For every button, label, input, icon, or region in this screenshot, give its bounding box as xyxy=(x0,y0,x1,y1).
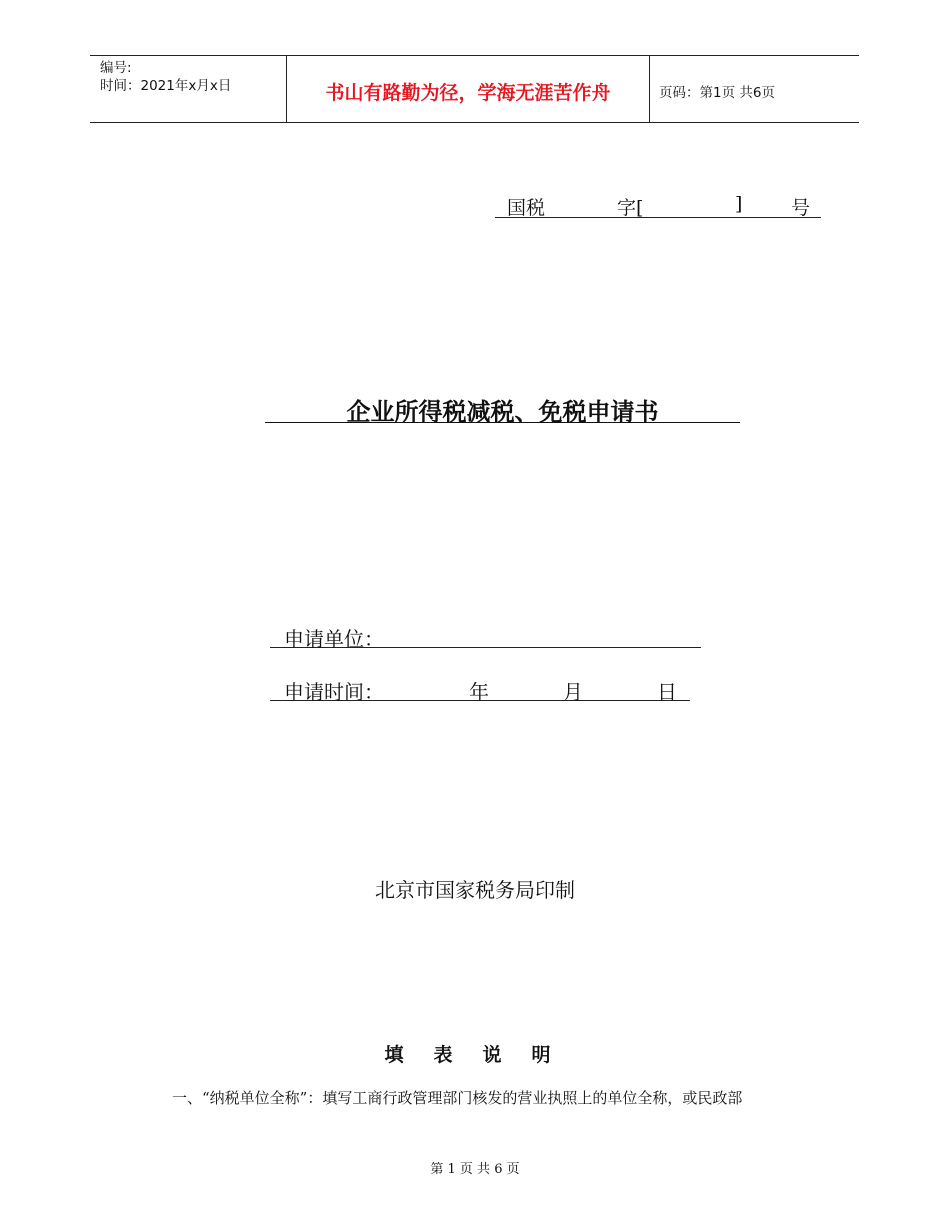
time-label: 时间：2021年x月x日 xyxy=(100,78,232,94)
date-year: 年 xyxy=(469,680,489,704)
title-underline xyxy=(265,392,740,426)
printer-credit: 北京市国家税务局印制 xyxy=(375,878,575,902)
instruction-item-1: 一、“纳税单位全称”：填写工商行政管理部门核发的营业执照上的单位全称，或民政部 xyxy=(172,1089,743,1107)
instructions-heading: 填表说明 xyxy=(384,1044,581,1066)
application-date-field xyxy=(270,676,690,704)
page-info: 页码：第1页 共6页 xyxy=(659,85,775,101)
applicant-unit-field xyxy=(270,623,701,651)
page-title: 企业所得税减税、免税申请书 xyxy=(346,397,659,426)
header-table xyxy=(90,55,859,123)
doc-number-zi: 字[ xyxy=(617,197,644,219)
application-date-label: 申请时间： xyxy=(284,680,384,704)
document-number-line xyxy=(495,193,821,218)
applicant-unit-label: 申请单位： xyxy=(284,627,384,651)
doc-number-close-bracket: ] xyxy=(735,193,743,215)
page-footer: 第 1 页 共 6 页 xyxy=(430,1162,520,1177)
date-month: 月 xyxy=(563,680,583,704)
header-page-cell xyxy=(650,56,859,122)
motto-text: 书山有路勤为径，学海无涯苦作舟 xyxy=(325,82,611,104)
number-label: 编号: xyxy=(100,60,132,76)
doc-number-prefix: 国税 xyxy=(507,197,546,219)
doc-number-hao: 号 xyxy=(791,197,811,219)
header-motto-cell xyxy=(287,56,650,122)
date-day: 日 xyxy=(657,680,677,704)
header-meta-cell xyxy=(90,56,287,122)
